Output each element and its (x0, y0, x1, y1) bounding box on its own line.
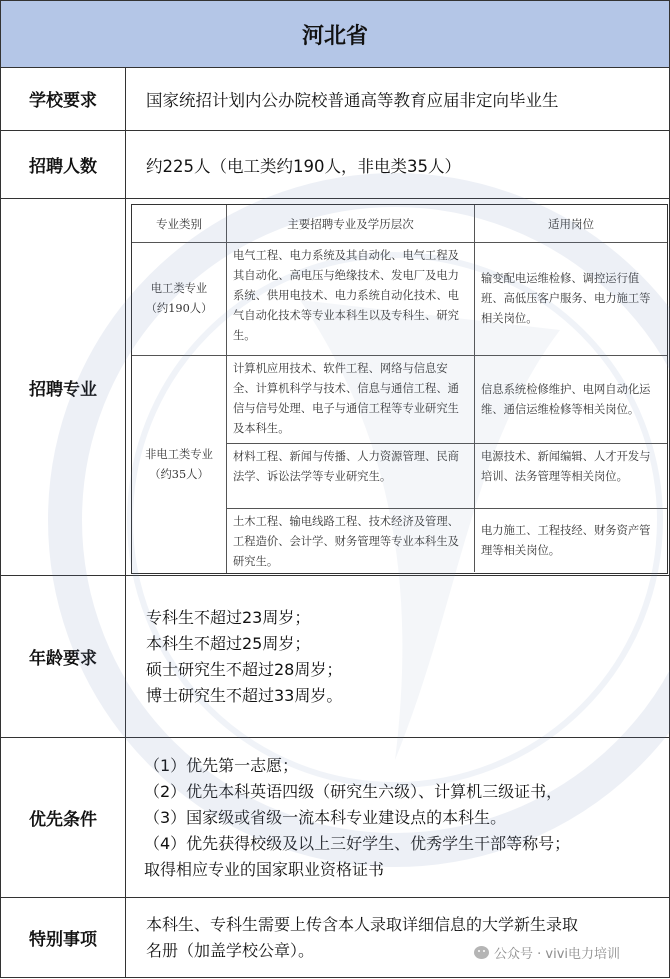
majors-table (131, 204, 668, 574)
special-line: 名册（加盖学校公章）。 (146, 940, 315, 960)
age-requirement-list (126, 576, 669, 737)
school-requirement-row (0, 67, 670, 131)
age-requirement-label: 年龄要求 (1, 576, 126, 737)
non-electrical-posts-3: 电力施工、工程技经、财务资产管理等相关岗位。 (481, 523, 651, 557)
non-electrical-posts-2: 电源技术、新闻编辑、人才开发与培训、法务管理等相关岗位。 (475, 444, 667, 509)
non-electrical-posts-1: 信息系统检修维护、电网自动化运维、通信运维检修等相关岗位。 (475, 356, 667, 444)
recruit-count-row (0, 131, 670, 199)
special-notes-text (126, 898, 669, 977)
non-electrical-majors-1: 计算机应用技术、软件工程、网络与信息安全、计算机科学与技术、信息与通信工程、通信与信号处理、电子与通信工程等专业研究生及本科生。 (227, 356, 475, 444)
electrical-category-name: 电工类专业 (150, 282, 208, 295)
priority-line: （3）国家级或省级一流本科专业建设点的本科生。 (144, 807, 507, 827)
priority-conditions-label: 优先条件 (1, 738, 126, 897)
non-electrical-category-name: 非电工类专业 (145, 447, 213, 461)
recruit-count-value: 约225人（电工类约190人，非电类35人） (146, 156, 461, 176)
non-electrical-majors-2: 材料工程、新闻与传播、人力资源管理、民商法学、诉讼法学等专业研究生。 (227, 444, 475, 509)
age-line: 硕士研究生不超过28周岁； (146, 659, 343, 679)
wechat-account-name: 公众号 · vivi电力培训 (494, 947, 621, 962)
electrical-posts: 输变配电运维检修、调控运行值班、高低压客户服务、电力施工等相关岗位。 (475, 243, 667, 356)
recruit-count-label: 招聘人数 (1, 131, 126, 198)
non-electrical-category (132, 356, 227, 573)
school-requirement-value: 国家统招计划内公办院校普通高等教育应届非定向毕业生 (146, 90, 559, 110)
special-notes-row (0, 898, 670, 978)
school-requirement-label: 学校要求 (1, 67, 126, 130)
majors-label: 招聘专业 (1, 199, 126, 575)
priority-conditions-row (0, 738, 670, 898)
special-notes-label: 特别事项 (1, 898, 126, 977)
age-line: 本科生不超过25周岁； (146, 633, 311, 653)
electrical-category-count: （约190人） (145, 302, 213, 315)
priority-conditions-list (126, 738, 669, 897)
majors-header-majors: 主要招聘专业及学历层次 (227, 205, 475, 243)
priority-line: （1）优先第一志愿； (144, 755, 299, 775)
electrical-category (132, 243, 227, 356)
age-line: 博士研究生不超过33周岁。 (146, 685, 343, 705)
non-electrical-category-count: （约35人） (149, 467, 209, 481)
special-line: 本科生、专科生需要上传含本人录取详细信息的大学新生录取 (146, 914, 579, 934)
priority-line: （4）优先获得校级及以上三好学生、优秀学生干部等称号； (144, 833, 571, 853)
majors-header-category: 专业类别 (132, 205, 227, 243)
majors-header-posts: 适用岗位 (475, 205, 667, 243)
page-title: 河北省 (0, 0, 670, 68)
priority-line: （2）优先本科英语四级（研究生六级）、计算机三级证书， (144, 781, 563, 801)
wechat-account-tag (474, 943, 620, 962)
age-line: 专科生不超过23周岁； (146, 607, 311, 627)
non-electrical-majors-3: 土木工程、输电线路工程、技术经济及管理、工程造价、会计学、财务管理等专业本科生及研究生。 (227, 509, 475, 572)
electrical-majors: 电气工程、电力系统及其自动化、电气工程及其自动化、高电压与绝缘技术、发电厂及电力系统、供用电技术、电力系统自动化技术、电气自动化技术等专业本科生以及专科生、研究生。 (227, 243, 475, 356)
priority-line: 取得相应专业的国家职业资格证书 (144, 859, 385, 879)
age-requirement-row (0, 576, 670, 738)
wechat-icon (474, 946, 489, 959)
